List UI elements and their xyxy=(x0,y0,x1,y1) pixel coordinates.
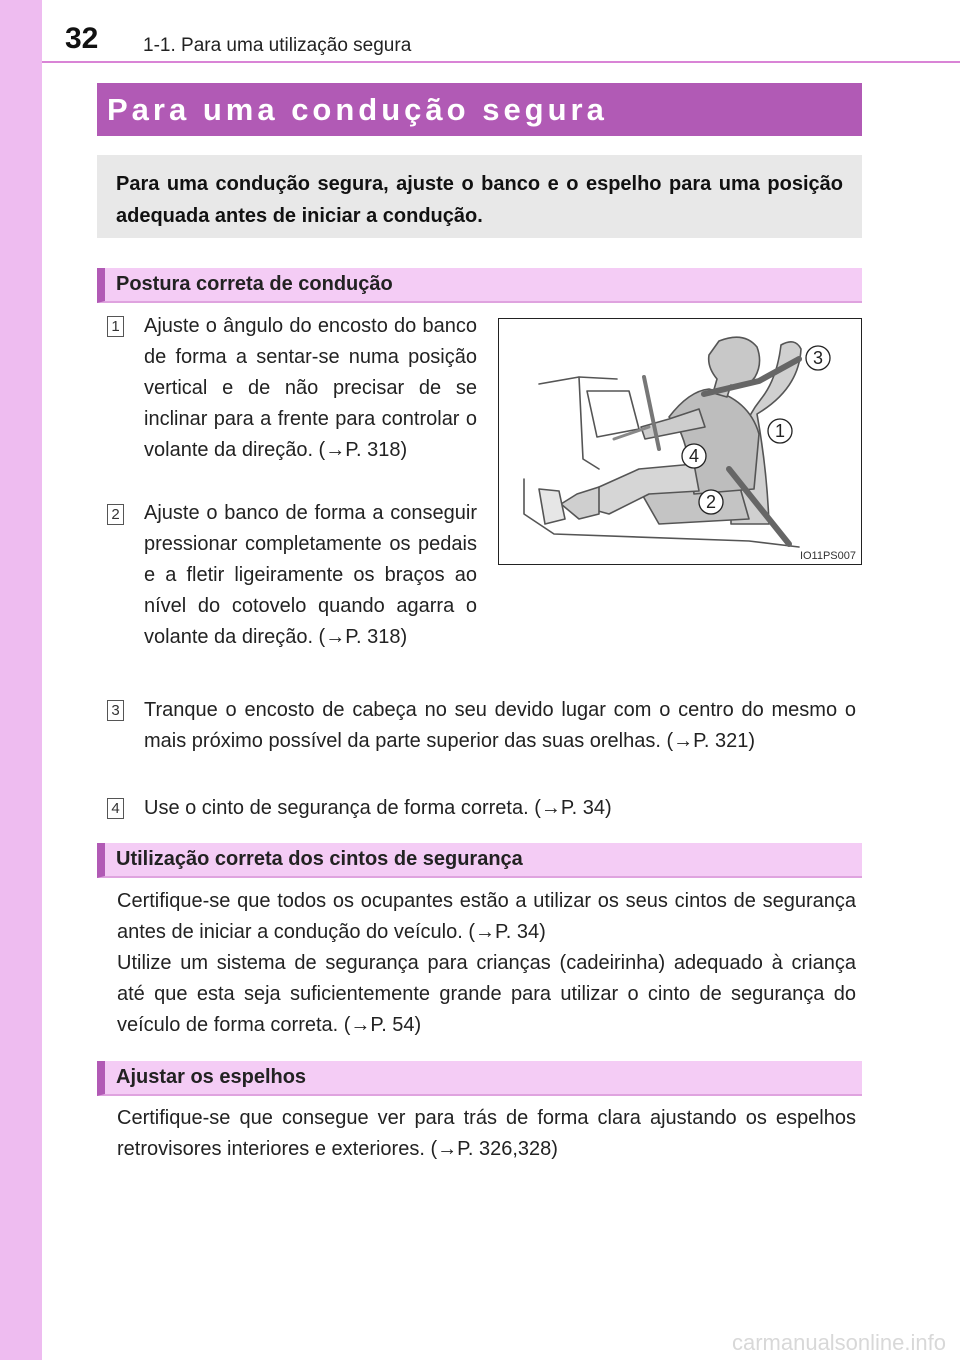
item-number-4: 4 xyxy=(107,798,124,819)
posture-item-4-text: Use o cinto de segurança de forma correta. (→P. 34) xyxy=(144,797,612,819)
driving-posture-illustration xyxy=(498,318,862,565)
page-title: Para uma condução segura xyxy=(97,83,862,136)
posture-item-3-text: Tranque o encosto de cabeça no seu devido lugar com o centro do mesmo o mais próximo possível da parte superior das suas orelhas. (→P. 321) xyxy=(144,699,856,752)
callout-3: 3 xyxy=(812,348,824,368)
section-header-seatbelts: Utilização correta dos cintos de segurança xyxy=(97,843,862,878)
intro-text: Para uma condução segura, ajuste o banco e o espelho para uma posição adequada antes de iniciar a condução. xyxy=(116,173,843,227)
figure-code: IO11PS007 xyxy=(799,550,856,562)
posture-item-2-text: Ajuste o banco de forma a conseguir pressionar completamente os pedais e a fletir ligeiramente os braços ao nível do cotovelo quando agarra o volante da direção. (→P. 318) xyxy=(144,502,477,648)
item-number-2: 2 xyxy=(107,504,124,525)
section-header-mirrors: Ajustar os espelhos xyxy=(97,1061,862,1096)
callout-4: 4 xyxy=(688,446,700,466)
seatbelts-paragraph-1: Certifique-se que todos os ocupantes estão a utilizar os seus cintos de segurança antes de iniciar a condução do veículo. (→P. 34) xyxy=(117,890,856,943)
mirrors-paragraph-1: Certifique-se que consegue ver para trás de forma clara ajustando os espelhos retrovisores interiores e exteriores. (→P. 326,328) xyxy=(117,1107,856,1160)
watermark: carmanualsonline.info xyxy=(731,1330,946,1355)
callout-1: 1 xyxy=(774,421,786,441)
item-number-3: 3 xyxy=(107,700,124,721)
seatbelts-paragraph-2: Utilize um sistema de segurança para crianças (cadeirinha) adequado à criança até que esta seja suficientemente grande para utilizar o cinto de segurança do veículo de forma correta. (→P. 54) xyxy=(117,952,856,1036)
intro-box xyxy=(97,155,862,238)
chapter-title: 1-1. Para uma utilização segura xyxy=(143,35,412,56)
page-number: 32 xyxy=(65,22,99,55)
header-rule xyxy=(42,61,960,63)
section-header-posture: Postura correta de condução xyxy=(97,268,862,303)
callout-2: 2 xyxy=(705,492,717,512)
posture-item-1-text: Ajuste o ângulo do encosto do banco de forma a sentar-se numa posição vertical e de não precisar de se inclinar para a frente para controlar o volante da direção. (→P. 318) xyxy=(144,315,477,461)
side-tab-strip xyxy=(0,0,42,1360)
item-number-1: 1 xyxy=(107,316,124,337)
